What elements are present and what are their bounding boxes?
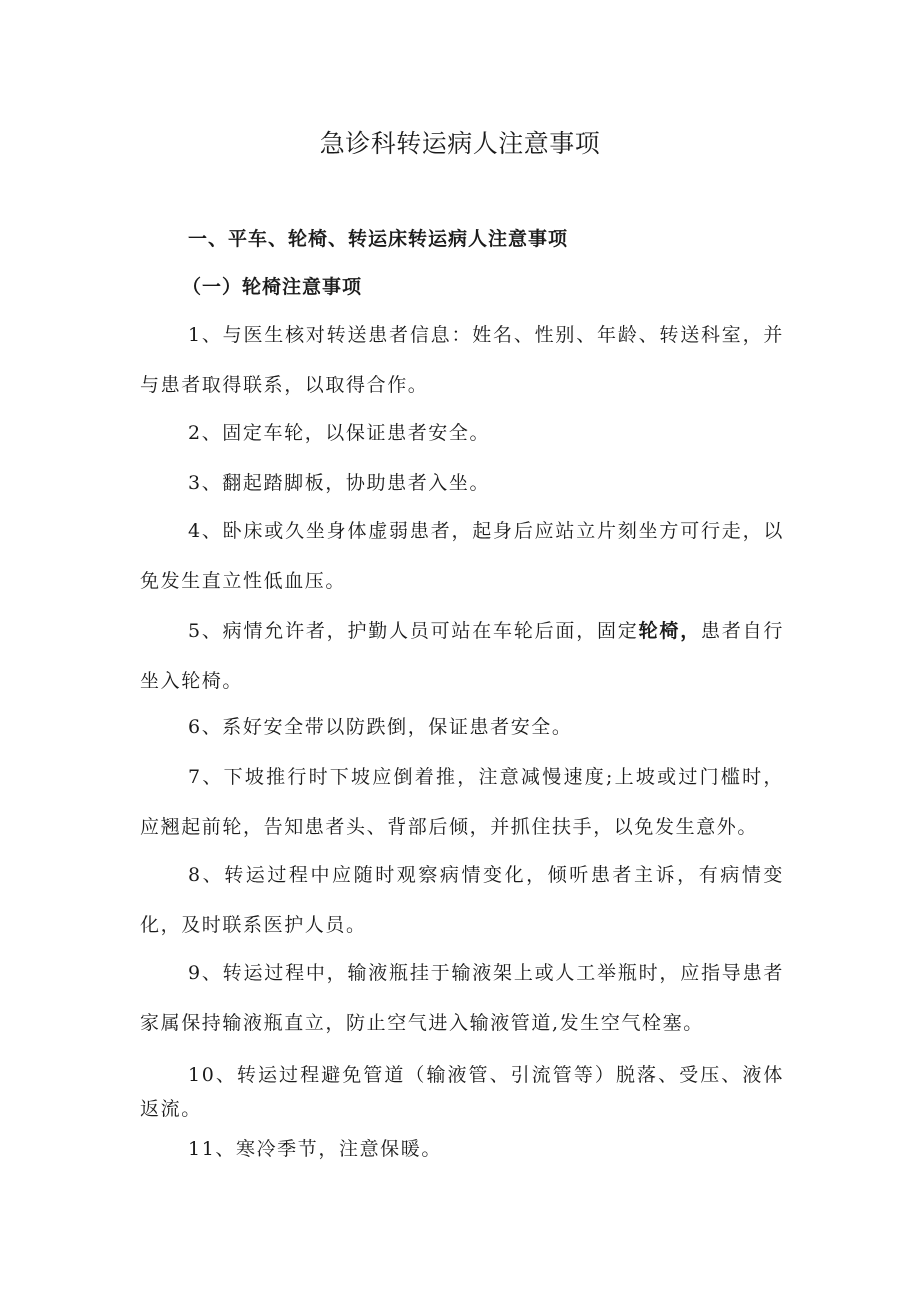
list-item-10: 10、转运过程避免管道（输液管、引流管等）脱落、受压、液体返流。 bbox=[140, 1064, 784, 1120]
list-item-5-emphasis: 轮椅， bbox=[638, 620, 701, 642]
list-item-6: 6、系好安全带以防跌倒，保证患者安全。 bbox=[188, 716, 573, 738]
list-item-1: 1、与医生核对转送患者信息：姓名、性别、年龄、转送科室，并与患者取得联系，以取得合作。 bbox=[140, 324, 784, 396]
list-item-11: 11、寒冷季节，注意保暖。 bbox=[188, 1138, 442, 1160]
list-item-2: 2、固定车轮，以保证患者安全。 bbox=[188, 422, 491, 444]
list-item-5-text-before: 5、病情允许者，护勤人员可站在车轮后面，固定 bbox=[188, 620, 639, 642]
list-item-3: 3、翻起踏脚板，协助患者入坐。 bbox=[188, 472, 491, 494]
document-title: 急诊科转运病人注意事项 bbox=[319, 129, 601, 158]
subsection-heading: （一）轮椅注意事项 bbox=[182, 276, 363, 298]
list-item-5 bbox=[140, 606, 784, 706]
section-heading: 一、平车、轮椅、转运床转运病人注意事项 bbox=[188, 228, 569, 250]
list-item-4: 4、卧床或久坐身体虚弱患者，起身后应站立片刻坐方可行走，以免发生直立性低血压。 bbox=[140, 520, 784, 592]
list-item-9: 9、转运过程中，输液瓶挂于输液架上或人工举瓶时，应指导患者家属保持输液瓶直立，防止空气进入输液管道,发生空气栓塞。 bbox=[140, 962, 784, 1034]
list-item-5-text-after: 患者自行坐入轮椅。 bbox=[140, 620, 784, 692]
list-item-7: 7、下坡推行时下坡应倒着推，注意减慢速度;上坡或过门槛时，应翘起前轮，告知患者头、背部后倾，并抓住扶手，以免发生意外。 bbox=[140, 766, 784, 838]
list-item-8: 8、转运过程中应随时观察病情变化，倾听患者主诉，有病情变化，及时联系医护人员。 bbox=[140, 864, 784, 936]
